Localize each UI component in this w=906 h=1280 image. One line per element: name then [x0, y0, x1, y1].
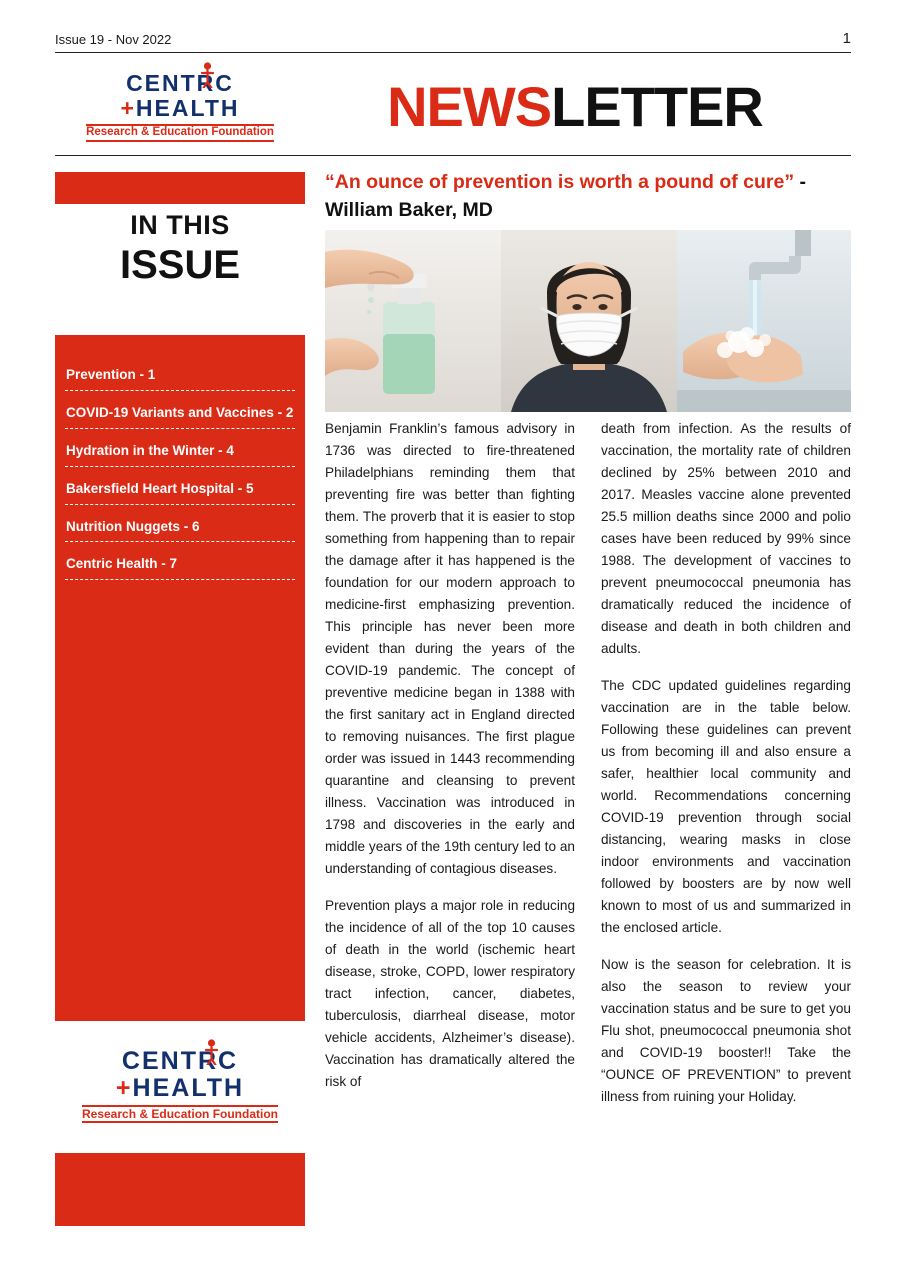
table-of-contents — [55, 335, 305, 1021]
sidebar-top-band — [55, 172, 305, 204]
toc-item-label: COVID-19 Variants and Vaccines - 2 — [66, 404, 294, 420]
toc-separator — [65, 466, 295, 467]
toc-item-label: Hydration in the Winter - 4 — [66, 442, 234, 458]
paragraph: Benjamin Franklin’s famous advisory in 1736 was directed to fire-threatened Philadelphians reminding them that preventing fire was better than fighting them. The proverb that it is easier to stop something from happening than to repair the damage after it has happened is the foundation for our modern approach to medicine-first emphasizing prevention. This principle has never been more evident than during the years of the COVID-19 pandemic. The concept of preventive medicine began in 1388 with the first sanitary act in England directed to removing nuisances. The first plague order was issued in 1443 recommending quarantine and cleansing to prevent illness. Vaccination was introduced in 1798 and discoveries in the early and middle years of the 19th century led to an understanding of contagious diseases. — [325, 421, 575, 877]
toc-separator — [65, 541, 295, 542]
logo-bottom-text: +HEALTH — [120, 95, 240, 122]
toc-item[interactable] — [65, 367, 295, 391]
paragraph: death from infection. As the results of vaccination, the mortality rate of children declined by 25% between 2010 and 2017. Measles vaccine alone prevented 25.5 million deaths since 2000 and polio cases have been reduced by 99% since 1988. The development of vaccines to prevent pneumococcal pneumonia has dramatically reduced the incidence of disease and death in both children and adults. — [601, 421, 851, 657]
issue-label: Issue 19 - Nov 2022 — [55, 32, 172, 47]
toc-item-label: Prevention - 1 — [66, 367, 156, 382]
sidebar-bottom-band — [55, 1153, 305, 1226]
paragraph: Prevention plays a major role in reducing the incidence of all of the top 10 causes of death in the world (ischemic heart disease, stroke, COPD, lower respiratory tract infection, cancer, diabetes, tuberculosis, diarrheal disease, motor vehicle accidents, Alzheimer’s disease). Vaccination has dramatically altered the risk of — [325, 898, 575, 1090]
paragraph: The CDC updated guidelines regarding vaccination are in the table below. Following these guidelines can prevent us from becoming ill and also ensure a safer, healthier local community and world. Recommendations concerning COVID-19 prevention through social distancing, wearing masks in close indoor environments and vaccination followed by boosters are by now well known to most of us and summarized in the enclosed article. — [601, 678, 851, 936]
masthead-divider — [55, 155, 851, 156]
toc-item-label: Nutrition Nuggets - 6 — [66, 518, 200, 534]
headline-quote: “An ounce of prevention is worth a pound of cure” — [325, 171, 795, 193]
toc-item[interactable] — [65, 443, 295, 467]
paragraph: Now is the season for celebration. It is also the season to review your vaccination status and be sure to get you Flu shot, pneumococcal pneumonia shot and COVID-19 booster!! Take the “OUNCE OF PREVENTION” to prevent illness from ruining your Holiday. — [601, 957, 851, 1105]
toc-item[interactable] — [65, 556, 295, 580]
title-letter: LETTER — [551, 75, 763, 138]
toc-separator — [65, 504, 295, 505]
article-headline — [325, 168, 851, 225]
page-number: 1 — [842, 30, 851, 47]
logo-top-text: CENTRC — [126, 72, 234, 95]
toc-item-label: Bakersfield Heart Hospital - 5 — [66, 480, 254, 496]
toc-separator — [65, 390, 295, 391]
toc-item-label: Centric Health - 7 — [66, 556, 178, 572]
newsletter-title — [305, 75, 851, 138]
headline-author: - William Baker, MD — [325, 171, 807, 222]
in-this-issue-line2: ISSUE — [119, 243, 241, 287]
toc-separator — [65, 579, 295, 580]
toc-item[interactable] — [65, 519, 295, 543]
sidebar-brand-logo — [55, 1021, 305, 1151]
article-column-left — [325, 418, 575, 1108]
logo-subtitle: Research & Education Foundation — [86, 124, 274, 142]
toc-item[interactable] — [65, 405, 295, 429]
person-icon — [205, 1039, 218, 1065]
article-columns — [325, 418, 851, 1108]
logo-subtitle: Research & Education Foundation — [81, 1107, 279, 1121]
in-this-issue-heading — [55, 210, 305, 288]
article-column-right — [601, 418, 851, 1108]
logo-top-text: CENTRC — [122, 1049, 238, 1074]
logo-bottom-text: +HEALTH — [115, 1074, 245, 1102]
issue-bar — [55, 30, 851, 53]
in-this-issue-line1: IN THIS — [130, 210, 230, 240]
brand-logo — [55, 72, 305, 142]
hero-illustration — [325, 230, 851, 412]
masthead — [55, 60, 851, 154]
toc-item[interactable] — [65, 481, 295, 505]
title-news: NEWS — [387, 75, 552, 138]
article-hero-image — [325, 230, 851, 412]
person-icon — [201, 62, 214, 88]
toc-separator — [65, 428, 295, 429]
